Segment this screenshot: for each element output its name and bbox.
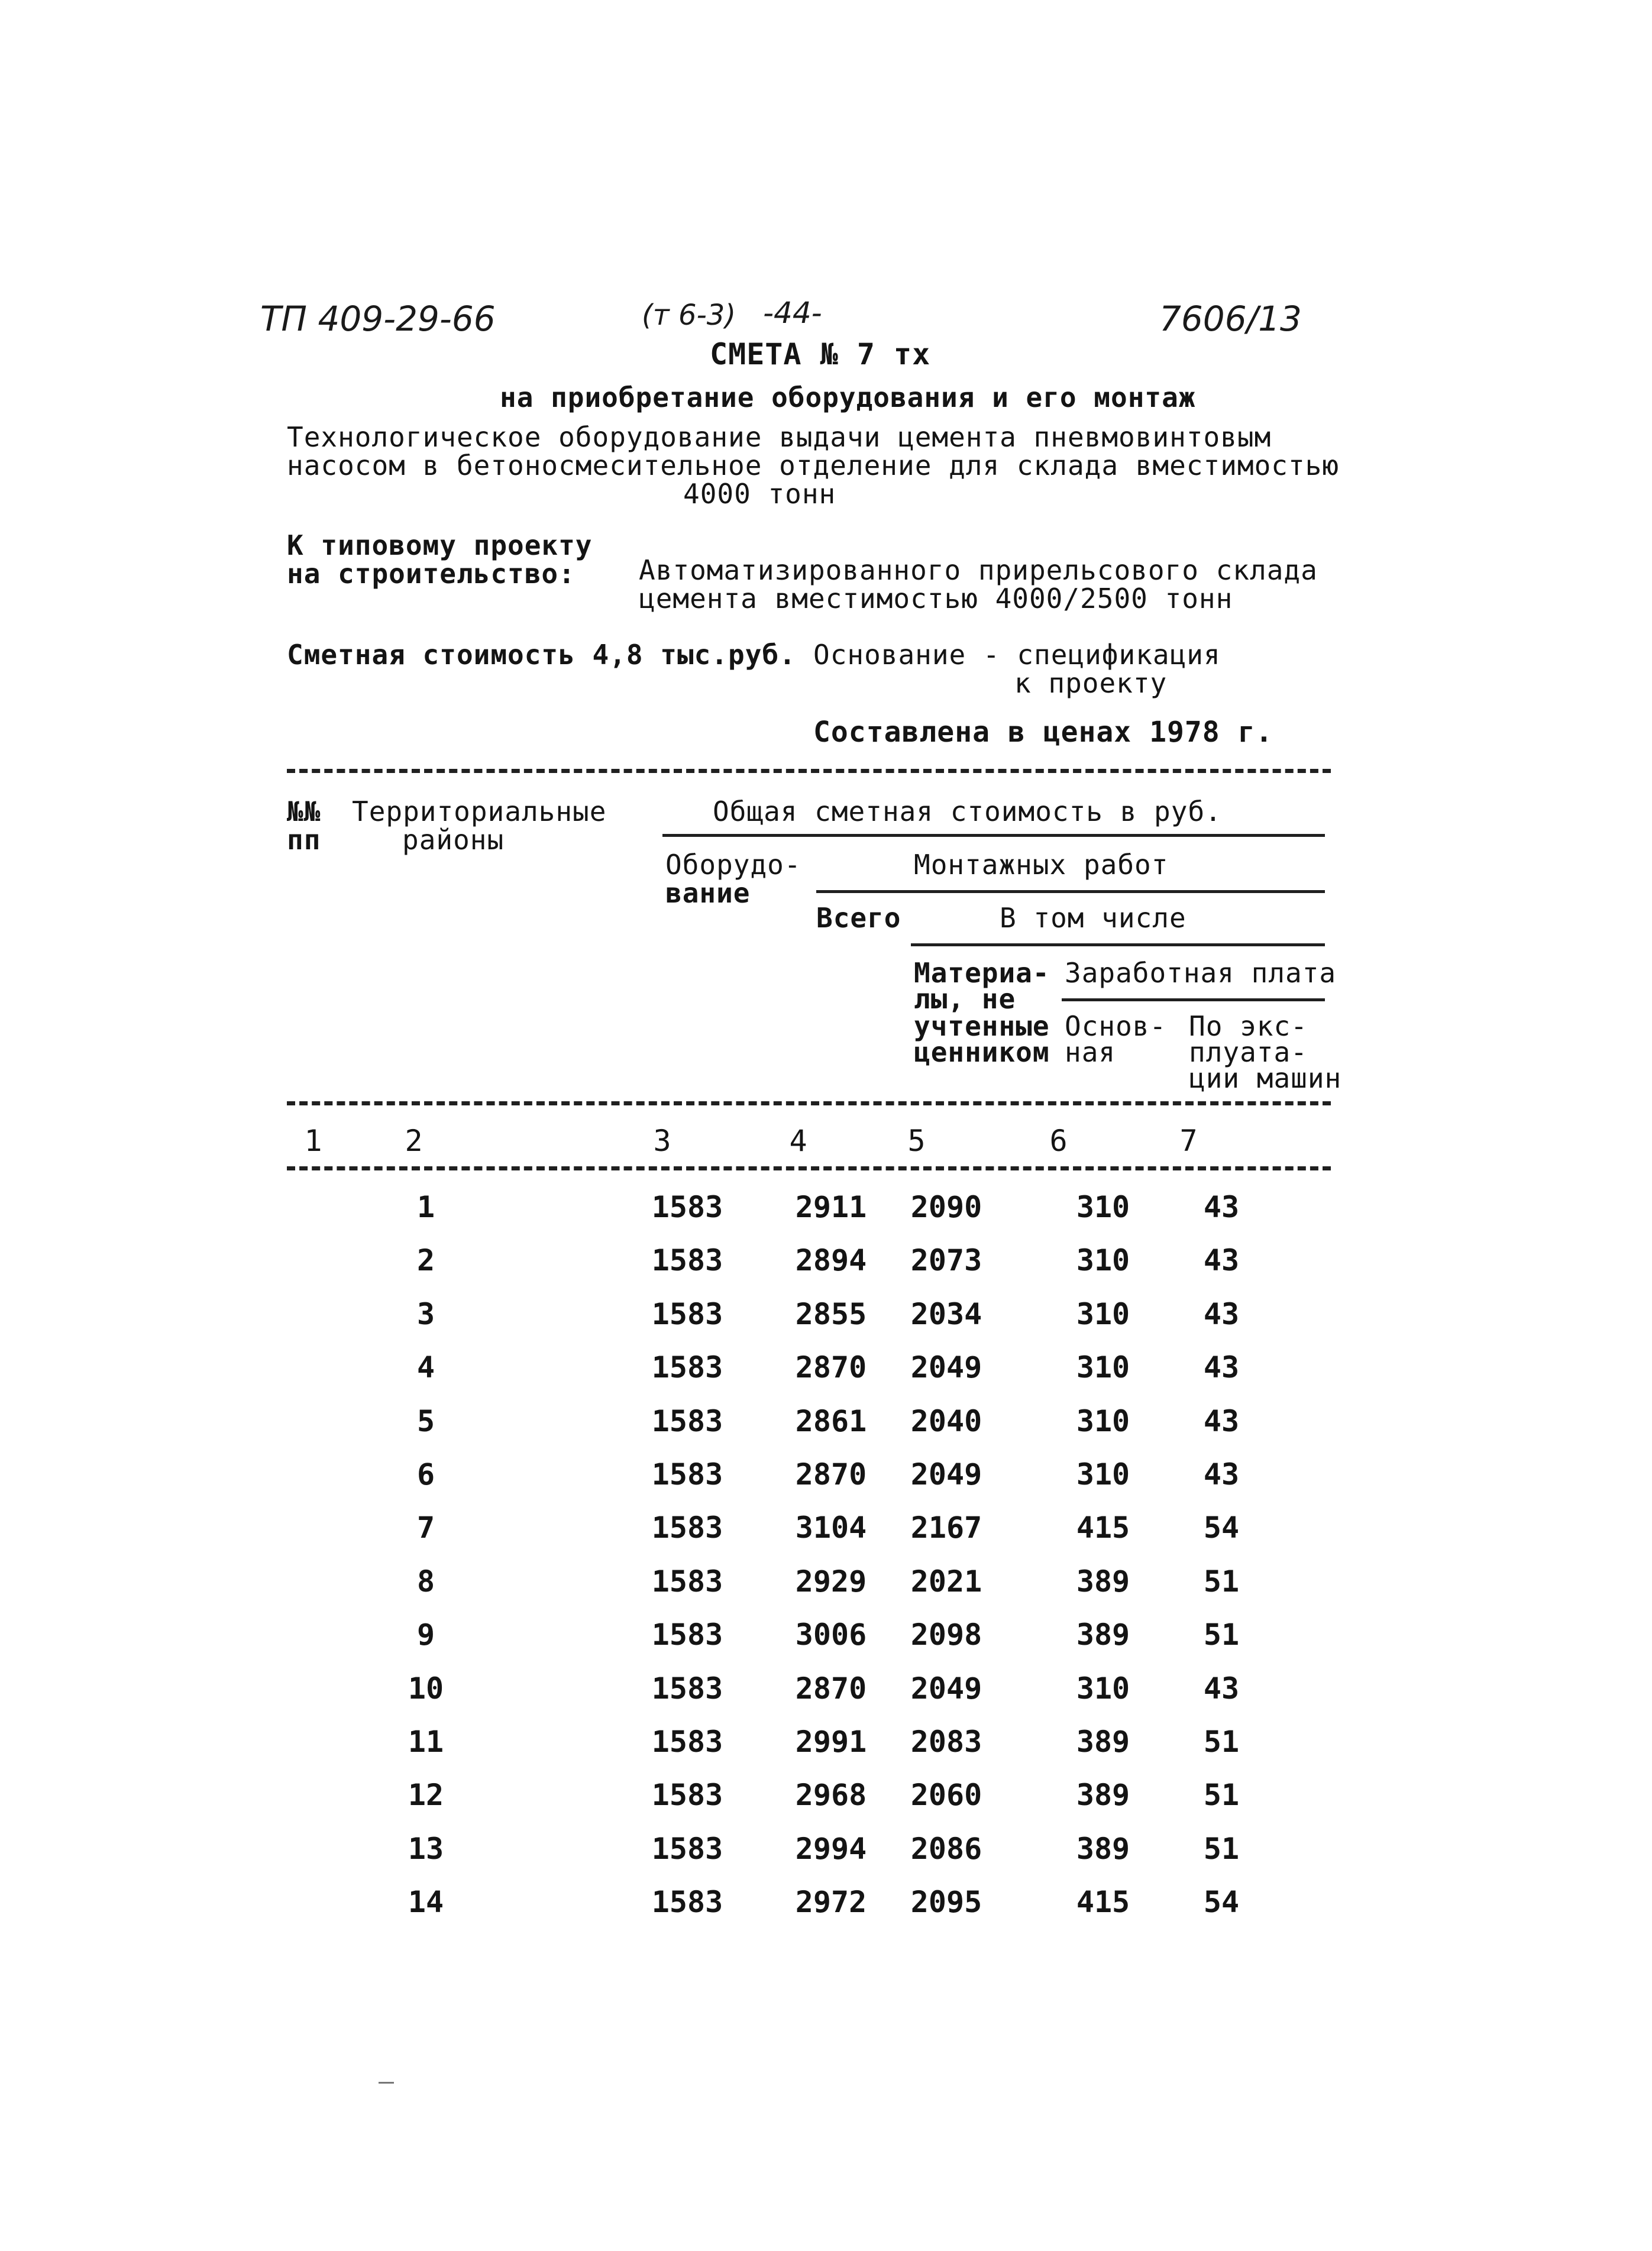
basic-wage-cell: 389 (1076, 1832, 1130, 1866)
basic-wage-cell: 389 (1076, 1618, 1130, 1652)
basic-wage-cell: 310 (1076, 1190, 1130, 1224)
montage-total-cell: 2870 (795, 1350, 867, 1385)
total-cost-header: Общая сметная стоимость в руб. (713, 795, 1222, 827)
exploitation-cell: 51 (1203, 1618, 1240, 1652)
column-number-6: 6 (1049, 1124, 1068, 1158)
exploitation-cell: 43 (1203, 1297, 1240, 1331)
district-cell: 7 (416, 1511, 435, 1545)
montage-total-cell: 3104 (795, 1511, 867, 1545)
district-cell: 8 (416, 1564, 435, 1599)
montage-total-cell: 2968 (795, 1778, 867, 1812)
exploitation-cell: 43 (1203, 1350, 1240, 1385)
district-cell: 2 (416, 1243, 435, 1277)
district-cell: 1 (416, 1190, 435, 1224)
project-value-1: Автоматизированного прирельсового склада (639, 554, 1318, 586)
project-label-1: К типовому проекту (287, 529, 593, 561)
exploitation-cell: 43 (1203, 1404, 1240, 1438)
column-number-2: 2 (405, 1124, 423, 1158)
basic-wage-header-1: Основ- (1065, 1010, 1167, 1042)
montage-total-cell: 2911 (795, 1190, 867, 1224)
header-rule-3 (911, 943, 1325, 946)
price-basis-year: Составлена в ценах 1978 г. (813, 716, 1273, 749)
materials-cell: 2167 (910, 1511, 982, 1545)
page-number: -44- (763, 296, 822, 330)
materials-cell: 2073 (910, 1243, 982, 1277)
basic-wage-cell: 310 (1076, 1297, 1130, 1331)
inventory-number: 7606/13 (1159, 299, 1302, 339)
col-number-header-1: №№ (287, 795, 321, 827)
basic-wage-cell: 389 (1076, 1564, 1130, 1599)
materials-header-1: Материа- (914, 957, 1050, 989)
exploitation-cell: 43 (1203, 1190, 1240, 1224)
montage-total-cell: 2855 (795, 1297, 867, 1331)
materials-header-3: учтенные (914, 1010, 1050, 1042)
header-bottom-rule (287, 1101, 1331, 1105)
montage-total-cell: 2870 (795, 1671, 867, 1706)
equipment-cell: 1583 (651, 1885, 723, 1919)
basis-line-1: Основание - спецификация (813, 639, 1221, 671)
basic-wage-cell: 389 (1076, 1778, 1130, 1812)
district-cell: 13 (408, 1832, 444, 1866)
montage-total-cell: 2870 (795, 1457, 867, 1492)
exploitation-cell: 51 (1203, 1725, 1240, 1759)
column-number-5: 5 (907, 1124, 926, 1158)
district-cell: 9 (416, 1618, 435, 1652)
montage-total-cell: 3006 (795, 1618, 867, 1652)
basic-wage-header-2: ная (1065, 1036, 1116, 1068)
exploitation-cell: 54 (1203, 1885, 1240, 1919)
equipment-header-2: вание (665, 877, 751, 909)
equipment-cell: 1583 (651, 1243, 723, 1277)
column-number-3: 3 (653, 1124, 672, 1158)
montage-header: Монтажных работ (914, 849, 1169, 881)
subject-line-3: 4000 тонн (683, 478, 836, 510)
exploitation-cell: 43 (1203, 1243, 1240, 1277)
materials-cell: 2049 (910, 1457, 982, 1492)
exploitation-cell: 43 (1203, 1457, 1240, 1492)
basic-wage-cell: 310 (1076, 1350, 1130, 1385)
district-cell: 6 (416, 1457, 435, 1492)
equipment-cell: 1583 (651, 1564, 723, 1599)
equipment-cell: 1583 (651, 1190, 723, 1224)
materials-cell: 2083 (910, 1725, 982, 1759)
exploitation-cell: 51 (1203, 1778, 1240, 1812)
equipment-cell: 1583 (651, 1297, 723, 1331)
basic-wage-cell: 310 (1076, 1243, 1130, 1277)
materials-header-2: лы, не (914, 983, 1016, 1015)
table-top-rule (287, 769, 1331, 773)
exploitation-cell: 51 (1203, 1564, 1240, 1599)
materials-cell: 2090 (910, 1190, 982, 1224)
header-rule-1 (662, 834, 1325, 837)
header-rule-2 (816, 890, 1325, 893)
basic-wage-cell: 310 (1076, 1457, 1130, 1492)
document-code: ТП 409-29-66 (260, 299, 496, 339)
equipment-header-1: Оборудо- (665, 849, 801, 881)
basic-wage-cell: 389 (1076, 1725, 1130, 1759)
column-numbers-rule (287, 1166, 1331, 1170)
basic-wage-cell: 415 (1076, 1885, 1130, 1919)
equipment-cell: 1583 (651, 1832, 723, 1866)
materials-cell: 2034 (910, 1297, 982, 1331)
sheet-code: (т 6-3) (642, 299, 736, 332)
equipment-cell: 1583 (651, 1778, 723, 1812)
subject-line-1: Технологическое оборудование выдачи цемента пневмовинтовым (287, 421, 1272, 453)
montage-total-cell: 2994 (795, 1832, 867, 1866)
exploitation-cell: 54 (1203, 1511, 1240, 1545)
equipment-cell: 1583 (651, 1404, 723, 1438)
col-district-header-2: районы (402, 824, 505, 856)
exploit-header-1: По экс- (1189, 1010, 1308, 1042)
header-rule-4 (1062, 998, 1325, 1001)
materials-cell: 2098 (910, 1618, 982, 1652)
montage-total-cell: 2894 (795, 1243, 867, 1277)
basic-wage-cell: 310 (1076, 1404, 1130, 1438)
exploitation-cell: 51 (1203, 1832, 1240, 1866)
project-value-2: цемента вместимостью 4000/2500 тонн (639, 583, 1233, 615)
column-number-1: 1 (304, 1124, 323, 1158)
equipment-cell: 1583 (651, 1725, 723, 1759)
equipment-cell: 1583 (651, 1350, 723, 1385)
basic-wage-cell: 310 (1076, 1671, 1130, 1706)
materials-header-4: ценником (914, 1036, 1050, 1068)
materials-cell: 2086 (910, 1832, 982, 1866)
district-cell: 10 (408, 1671, 444, 1706)
materials-cell: 2040 (910, 1404, 982, 1438)
materials-cell: 2049 (910, 1350, 982, 1385)
materials-cell: 2049 (910, 1671, 982, 1706)
subject-line-2: насосом в бетоносмесительное отделение для склада вместимостью (287, 449, 1340, 481)
montage-total-cell: 2861 (795, 1404, 867, 1438)
column-number-7: 7 (1179, 1124, 1198, 1158)
equipment-cell: 1583 (651, 1457, 723, 1492)
equipment-cell: 1583 (651, 1618, 723, 1652)
equipment-cell: 1583 (651, 1671, 723, 1706)
total-header: Всего (816, 902, 901, 934)
project-label-2: на строительство: (287, 558, 576, 590)
equipment-cell: 1583 (651, 1511, 723, 1545)
margin-mark (379, 2082, 394, 2084)
including-header: В том числе (1000, 902, 1187, 934)
district-cell: 12 (408, 1778, 444, 1812)
district-cell: 11 (408, 1725, 444, 1759)
district-cell: 4 (416, 1350, 435, 1385)
district-cell: 14 (408, 1885, 444, 1919)
exploitation-cell: 43 (1203, 1671, 1240, 1706)
basic-wage-cell: 415 (1076, 1511, 1130, 1545)
district-cell: 5 (416, 1404, 435, 1438)
wages-header: Заработная плата (1065, 957, 1337, 989)
district-cell: 3 (416, 1297, 435, 1331)
basis-line-2: к проекту (1014, 667, 1168, 699)
montage-total-cell: 2991 (795, 1725, 867, 1759)
exploit-header-2: плуата- (1189, 1036, 1308, 1068)
exploit-header-3: ции машин (1189, 1062, 1342, 1094)
estimate-subtitle: на приобретание оборудования и его монтаж (500, 381, 1196, 413)
col-number-header-2: пп (287, 824, 321, 856)
materials-cell: 2060 (910, 1778, 982, 1812)
materials-cell: 2021 (910, 1564, 982, 1599)
col-district-header-1: Территориальные (352, 795, 607, 827)
estimated-cost: Сметная стоимость 4,8 тыс.руб. (287, 639, 796, 671)
column-number-4: 4 (789, 1124, 808, 1158)
materials-cell: 2095 (910, 1885, 982, 1919)
estimate-title: СМЕТА № 7 тх (710, 337, 931, 371)
montage-total-cell: 2972 (795, 1885, 867, 1919)
montage-total-cell: 2929 (795, 1564, 867, 1599)
